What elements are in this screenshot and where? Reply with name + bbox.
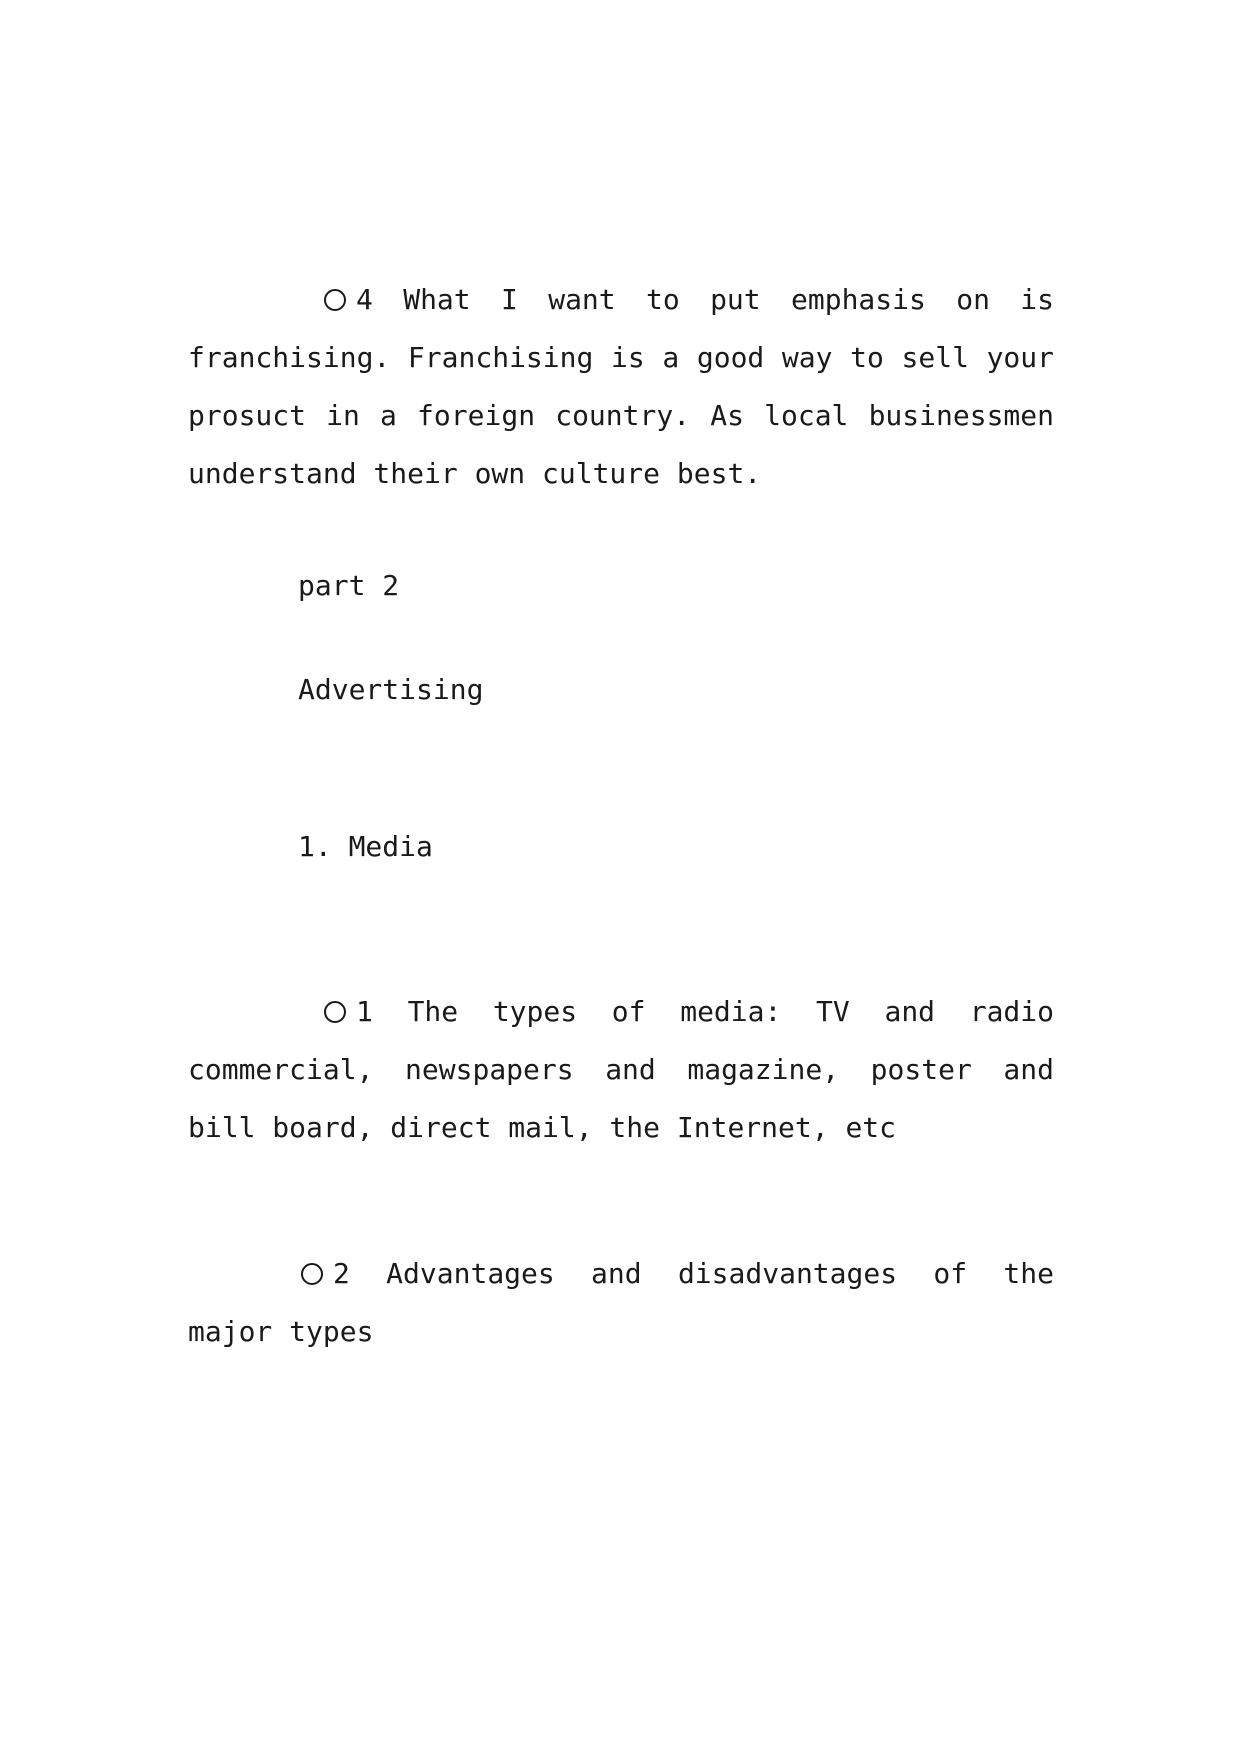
paragraph-text: The types of media: TV and radio commercial, newspapers and magazine, poster and bill board, direct mail, the Internet, etc xyxy=(188,995,1055,1144)
paragraph-text: Advantages and disadvantages of the major types xyxy=(188,1257,1054,1348)
circle-bullet-icon xyxy=(301,1263,323,1285)
paragraph-number: 1 xyxy=(356,995,373,1028)
subsection-heading: 1. Media xyxy=(298,830,433,863)
paragraph-number: 4 xyxy=(356,283,373,316)
circle-bullet-icon xyxy=(324,289,346,311)
circle-bullet-icon xyxy=(324,1001,346,1023)
paragraph-number: 2 xyxy=(333,1257,350,1290)
paragraph-text: What I want to put emphasis on is franchising. Franchising is a good way to sell your prosuct in a foreign country. As local businessmen understand their own culture best. xyxy=(188,283,1054,490)
paragraph-media-types xyxy=(188,983,1054,1157)
part-heading: part 2 xyxy=(298,569,400,602)
paragraph-franchising xyxy=(188,271,1054,503)
section-title: Advertising xyxy=(298,673,484,706)
paragraph-advantages xyxy=(188,1245,1054,1361)
